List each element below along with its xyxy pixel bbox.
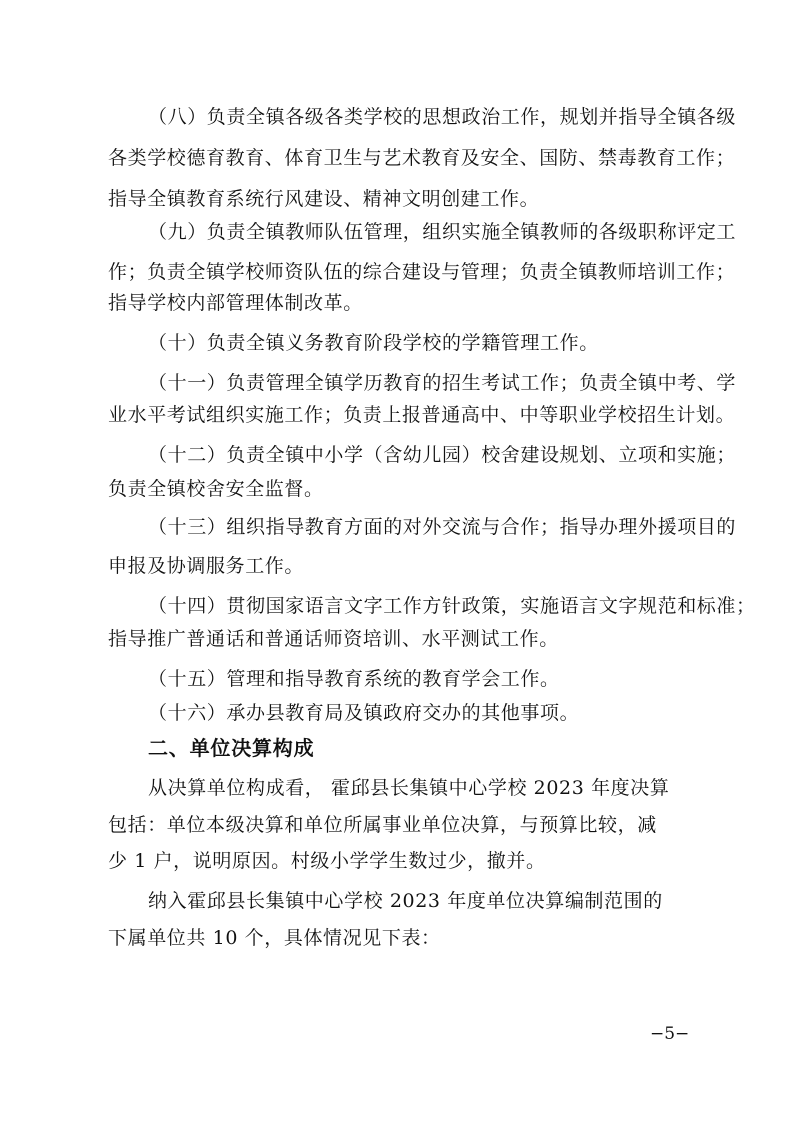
paragraph-9-line-2: 作；负责全镇学校师资队伍的综合建设与管理；负责全镇教师培训工作；	[108, 261, 736, 283]
scope-paragraph-line-2: 下属单位共 10 个，具体情况见下表：	[108, 927, 441, 949]
paragraph-8-line-1: （八）负责全镇各级各类学校的思想政治工作，规划并指导全镇各级	[148, 106, 737, 128]
paragraph-13-line-1: （十三）组织指导教育方面的对外交流与合作；指导办理外援项目的	[148, 516, 737, 538]
paragraph-10-line-1: （十）负责全镇义务教育阶段学校的学籍管理工作。	[148, 332, 599, 354]
section-heading-unit-composition: 二、单位决算构成	[148, 736, 315, 760]
composition-paragraph-line-2: 包括：单位本级决算和单位所属事业单位决算，与预算比较，减	[108, 814, 657, 836]
composition-paragraph-line-3: 少 1 户，说明原因。村级小学学生数过少，撤并。	[108, 850, 546, 872]
paragraph-15-line-1: （十五）管理和指导教育系统的教育学会工作。	[148, 668, 560, 690]
paragraph-9-line-3: 指导学校内部管理体制改革。	[108, 292, 363, 314]
composition-paragraph-line-1: 从决算单位构成看， 霍邱县长集镇中心学校 2023 年度决算	[148, 777, 670, 799]
paragraph-12-line-2: 负责全镇校舍安全监督。	[108, 478, 324, 500]
scope-paragraph-line-1: 纳入霍邱县长集镇中心学校 2023 年度单位决算编制范围的	[148, 890, 663, 912]
paragraph-11-line-2: 业水平考试组织实施工作；负责上报普通高中、中等职业学校招生计划。	[108, 404, 736, 426]
paragraph-12-line-1: （十二）负责全镇中小学（含幼儿园）校舍建设规划、立项和实施；	[148, 444, 737, 466]
paragraph-8-line-2: 各类学校德育教育、体育卫生与艺术教育及安全、国防、禁毒教育工作；	[108, 147, 736, 169]
paragraph-9-line-1: （九）负责全镇教师队伍管理，组织实施全镇教师的各级职称评定工	[148, 221, 737, 243]
paragraph-16-line-1: （十六）承办县教育局及镇政府交办的其他事项。	[148, 702, 580, 724]
paragraph-13-line-2: 申报及协调服务工作。	[108, 555, 305, 577]
page-number: −5−	[650, 1024, 690, 1044]
paragraph-14-line-2: 指导推广普通话和普通话师资培训、水平测试工作。	[108, 628, 559, 650]
paragraph-14-line-1: （十四）贯彻国家语言文字工作方针政策，实施语言文字规范和标准；	[148, 595, 756, 617]
paragraph-8-line-3: 指导全镇教育系统行风建设、精神文明创建工作。	[108, 188, 540, 210]
paragraph-11-line-1: （十一）负责管理全镇学历教育的招生考试工作；负责全镇中考、学	[148, 372, 737, 394]
